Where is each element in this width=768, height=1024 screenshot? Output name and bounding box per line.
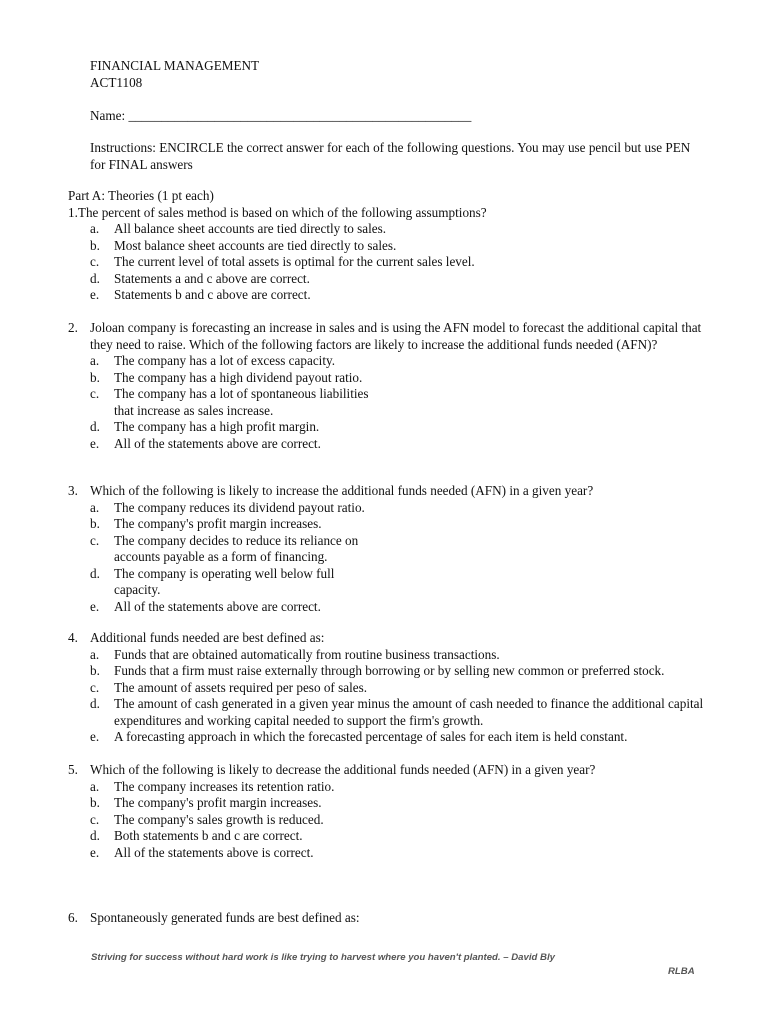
question-5 [68, 762, 724, 861]
question-number: 2. [68, 320, 78, 335]
option-letter: d. [90, 828, 100, 843]
option-letter: a. [90, 353, 100, 368]
question-4 [68, 630, 724, 746]
question-stem [68, 320, 724, 353]
answer-option[interactable] [90, 254, 724, 271]
option-text: All balance sheet accounts are tied directly to sales. [114, 221, 387, 236]
option-text-continued: accounts payable as a form of financing. [114, 549, 328, 564]
question-options [68, 779, 724, 862]
option-letter: b. [90, 795, 100, 810]
option-text: The company's profit margin increases. [114, 795, 322, 810]
answer-option[interactable] [90, 779, 724, 796]
answer-option[interactable] [90, 647, 724, 664]
question-2 [68, 320, 724, 452]
footer-quote: Striving for success without hard work is like trying to harvest where you haven't planted. – David Bly [91, 952, 555, 963]
option-text: The amount of cash generated in a given year minus the amount of cash needed to finance the additional capital expenditures and working capital needed to support the firm's growth. [114, 696, 704, 728]
option-text: Both statements b and c are correct. [114, 828, 303, 843]
option-letter: a. [90, 646, 100, 662]
question-1-stem [68, 205, 724, 222]
answer-option[interactable] [90, 353, 724, 370]
option-text: Statements b and c above are correct. [114, 287, 311, 302]
answer-option[interactable] [90, 436, 724, 453]
answer-option[interactable] [90, 271, 724, 288]
option-text: The amount of assets required per peso of sales. [114, 679, 368, 695]
question-stem [68, 910, 710, 927]
option-letter: c. [90, 811, 100, 827]
question-3 [68, 483, 724, 615]
option-text: The company has a lot of spontaneous liabilities [114, 386, 369, 401]
question-text: Which of the following is likely to decrease the additional funds needed (AFN) in a given year? [90, 762, 596, 777]
option-letter: d. [90, 696, 100, 711]
option-text: The company's profit margin increases. [114, 516, 322, 531]
option-letter: c. [90, 254, 100, 269]
option-text: The company is operating well below full [114, 565, 335, 581]
question-options [68, 500, 724, 616]
option-text-continued: capacity. [114, 582, 161, 597]
option-text: The company has a lot of excess capacity. [114, 353, 336, 368]
option-letter: e. [90, 598, 100, 614]
question-number: 4. [68, 630, 78, 645]
answer-option[interactable] [90, 287, 724, 304]
question-1-options [68, 221, 724, 304]
option-text: The company has a high profit margin. [114, 419, 320, 434]
answer-option[interactable] [90, 238, 724, 255]
question-number: 3. [68, 483, 78, 498]
option-text: The current level of total assets is optimal for the current sales level. [114, 254, 475, 269]
option-letter: e. [90, 729, 100, 744]
question-options [68, 353, 724, 452]
answer-option[interactable] [90, 663, 724, 680]
option-letter: a. [90, 499, 100, 515]
answer-option[interactable] [90, 500, 724, 517]
answer-option[interactable] [90, 812, 724, 829]
option-letter: a. [90, 778, 100, 794]
option-text: Most balance sheet accounts are tied directly to sales. [114, 237, 397, 253]
question-text: The percent of sales method is based on which of the following assumptions? [77, 204, 487, 220]
option-text: All of the statements above is correct. [114, 844, 314, 860]
course-code: ACT1108 [90, 75, 143, 90]
part-a-heading [68, 188, 724, 304]
question-number: 1. [68, 204, 78, 220]
option-letter: b. [90, 237, 100, 253]
option-text: The company decides to reduce its reliance on [114, 532, 359, 548]
answer-option[interactable] [90, 533, 724, 566]
part-a-title: Part A: Theories (1 pt each) [68, 188, 214, 203]
option-text: The company reduces its dividend payout ratio. [114, 499, 365, 515]
instructions: Instructions: ENCIRCLE the correct answer for each of the following questions. You may use pencil but use PEN for FINAL answers [90, 140, 691, 172]
answer-option[interactable] [90, 696, 724, 729]
name-field-line: Name: ____________________________________________________ [90, 108, 472, 123]
answer-option[interactable] [90, 680, 724, 697]
option-letter: c. [90, 532, 100, 548]
question-options [68, 647, 724, 746]
option-text-continued: that increase as sales increase. [114, 402, 274, 418]
answer-option[interactable] [90, 386, 724, 419]
answer-option[interactable] [90, 221, 724, 238]
answer-option[interactable] [90, 516, 724, 533]
document-header [90, 57, 259, 91]
question-text: Joloan company is forecasting an increase in sales and is using the AFN model to forecast the additional capital that they need to raise. Which of the following factors are likely to increase the additional funds needed (AFN)? [90, 320, 702, 352]
option-text: All of the statements above are correct. [114, 435, 321, 451]
question-text: Which of the following is likely to increase the additional funds needed (AFN) in a given year? [90, 483, 594, 498]
option-text: All of the statements above are correct. [114, 598, 321, 614]
question-text: Additional funds needed are best defined as: [90, 630, 325, 645]
footer-initials: RLBA [668, 966, 695, 977]
option-letter: e. [90, 435, 100, 451]
question-6 [68, 910, 710, 927]
option-text: Funds that are obtained automatically from routine business transactions. [114, 646, 500, 662]
answer-option[interactable] [90, 419, 724, 436]
answer-option[interactable] [90, 566, 724, 599]
question-text: Spontaneously generated funds are best defined as: [90, 910, 360, 925]
option-letter: e. [90, 844, 100, 860]
option-letter: b. [90, 516, 100, 531]
option-letter: d. [90, 270, 100, 286]
option-text: The company increases its retention ratio. [114, 778, 335, 794]
option-letter: b. [90, 369, 100, 385]
answer-option[interactable] [90, 845, 724, 862]
question-stem [68, 630, 724, 647]
option-letter: d. [90, 565, 100, 581]
option-text: Funds that a firm must raise externally through borrowing or by selling new common or preferred stock. [114, 663, 665, 678]
question-number: 6. [68, 910, 78, 925]
option-letter: c. [90, 679, 100, 695]
option-text: The company's sales growth is reduced. [114, 811, 324, 827]
option-text: A forecasting approach in which the forecasted percentage of sales for each item is held constant. [114, 729, 628, 744]
option-text: Statements a and c above are correct. [114, 270, 310, 286]
course-title: FINANCIAL MANAGEMENT [90, 58, 260, 73]
option-letter: e. [90, 287, 100, 302]
question-number: 5. [68, 762, 78, 777]
answer-option[interactable] [90, 729, 724, 746]
question-stem [68, 762, 724, 779]
option-letter: c. [90, 386, 100, 401]
option-letter: d. [90, 419, 100, 434]
option-text: The company has a high dividend payout ratio. [114, 369, 363, 385]
answer-option[interactable] [90, 795, 724, 812]
option-letter: a. [90, 221, 100, 236]
answer-option[interactable] [90, 828, 724, 845]
answer-option[interactable] [90, 370, 724, 387]
question-stem [68, 483, 724, 500]
answer-option[interactable] [90, 599, 724, 616]
option-letter: b. [90, 663, 100, 678]
